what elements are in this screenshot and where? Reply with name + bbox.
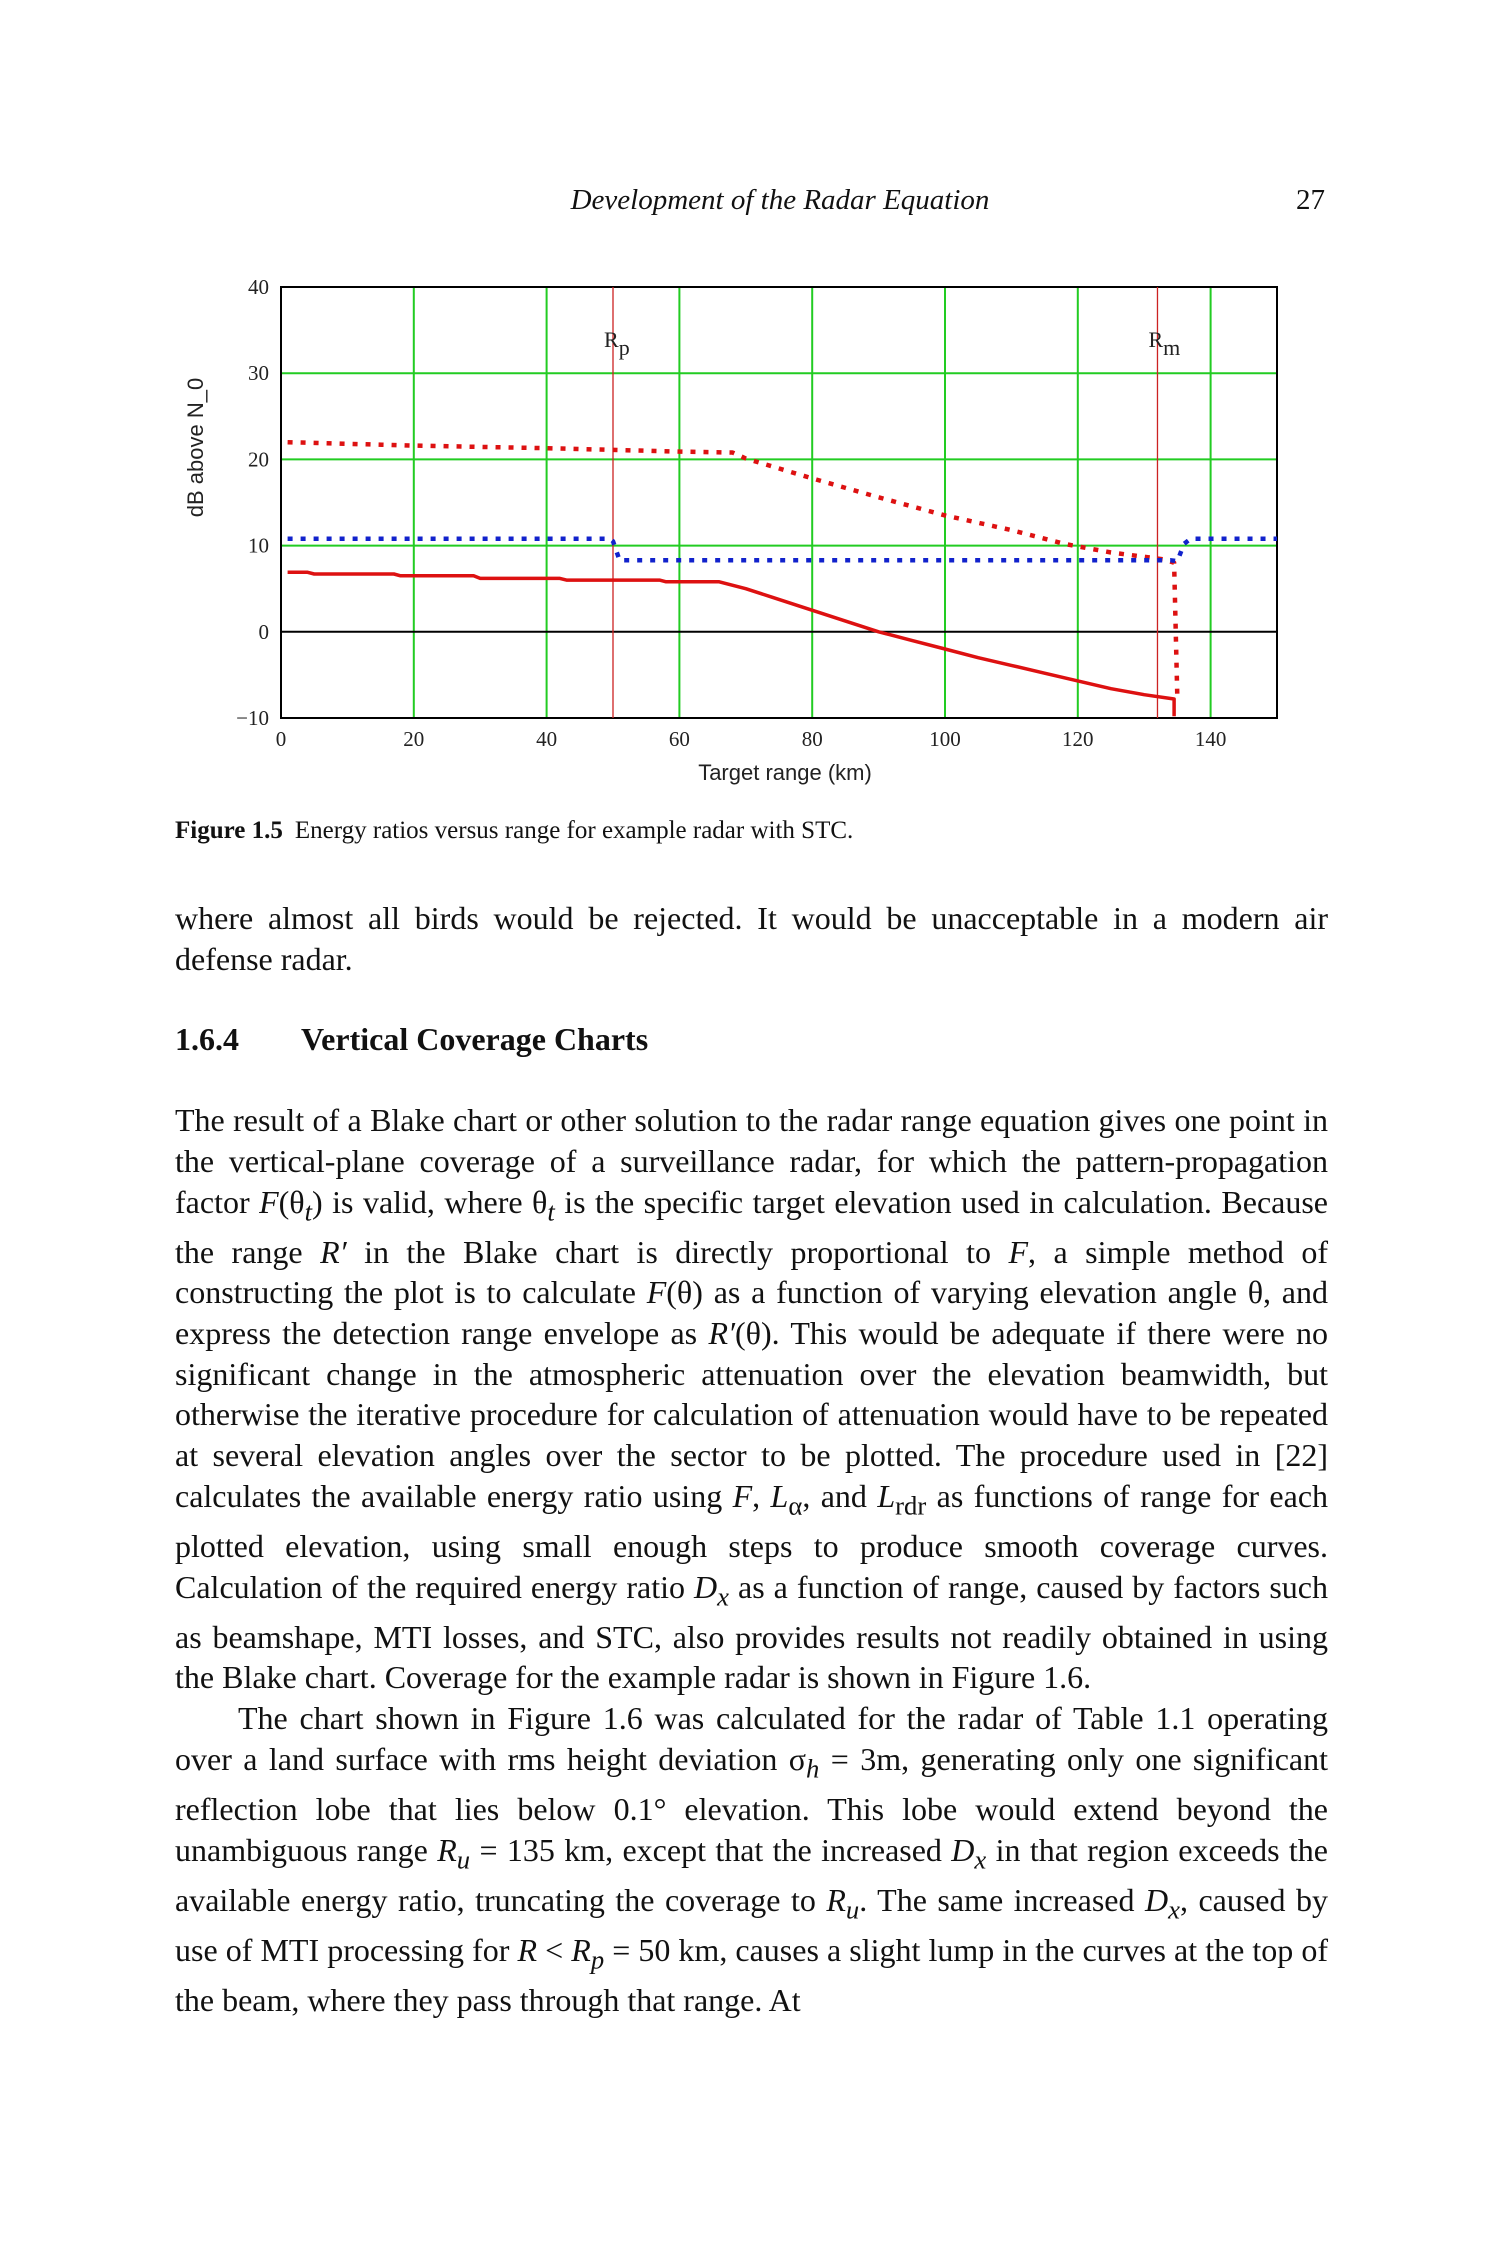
text-run: as a function of range, caused by factors such as beamshape, MTI losses, and STC, also provides results not readily obtained in using the Blake chart. Coverage for the example radar is shown in Figure 1.6.	[175, 1568, 1329, 1696]
chart-svg	[150, 265, 1300, 805]
math-sub-alpha: α	[788, 1490, 803, 1521]
paragraph-3	[175, 1698, 1328, 2020]
math-theta: (θ)	[666, 1274, 703, 1311]
math-sub-x: x	[974, 1844, 987, 1875]
math-R-prime: R′	[320, 1233, 347, 1270]
caption-text: Energy ratios versus range for example radar with STC.	[294, 817, 854, 844]
math-theta: (θ	[278, 1183, 305, 1220]
y-tick-label: 40	[248, 275, 269, 299]
math-R-prime: R′	[708, 1315, 735, 1352]
math-D: D	[951, 1831, 975, 1868]
text-run: The chart shown in Figure 1.6 was calculated for the radar of Table 1.1 operating over a land surface with rms height deviation	[175, 1700, 1328, 1777]
section-heading	[175, 1019, 1328, 1060]
text-run: . This would be adequate if there were no significant change in the atmospheric attenuation over the elevation beamwidth, but otherwise the iterative procedure for calculation of attenuation would have to be repeated at several elevation angles over the sector to be plotted. The procedure used in [22] calculates the available energy ratio using	[175, 1315, 1329, 1514]
math-F: F	[646, 1274, 667, 1311]
x-tick-label: 100	[929, 727, 961, 751]
text-run: is valid, where	[322, 1183, 533, 1220]
page-number: 27	[1296, 184, 1325, 216]
math-R: R	[826, 1881, 846, 1918]
x-tick-label: 40	[536, 727, 558, 751]
text-run: as functions of range for each plotted elevation, using small enough steps to produce smooth coverage curves. Calculation of the required energy ratio	[175, 1477, 1329, 1605]
text-run: in the Blake chart is directly proportional to	[346, 1233, 1009, 1270]
x-tick-label: 120	[1062, 727, 1094, 751]
y-tick-label: 10	[248, 533, 269, 558]
section-number: 1.6.4	[175, 1021, 239, 1058]
marker-label-m: Rm	[1148, 327, 1181, 360]
y-tick-label: −10	[236, 706, 269, 730]
math-sub-t: t	[304, 1195, 313, 1226]
running-head	[175, 184, 1325, 224]
text-run: is the specific target elevation used in calculation. Because the range	[175, 1183, 1329, 1270]
math-F: F	[259, 1183, 279, 1220]
math-paren: )	[312, 1183, 323, 1220]
x-tick-label: 140	[1194, 727, 1227, 751]
math-sub-p: p	[590, 1944, 605, 1975]
body-text	[175, 898, 1328, 2021]
text-run: = 3m, generating only one significant reflection lobe that lies below 0.1° elevation. This lobe would extend beyond the unambiguous range	[175, 1740, 1329, 1868]
math-F: F	[1008, 1233, 1029, 1270]
text-run: = 135 km, except that the increased	[470, 1831, 952, 1868]
text-run: , and	[802, 1477, 878, 1514]
x-tick-label: 60	[668, 727, 690, 751]
x-tick-label: 80	[801, 727, 823, 751]
x-tick-label: 0	[275, 727, 287, 751]
section-title: Vertical Coverage Charts	[301, 1021, 649, 1058]
running-title: Development of the Radar Equation	[570, 184, 990, 216]
x-axis-label: Target range (km)	[698, 760, 872, 785]
x-tick-label: 20	[403, 727, 425, 751]
text-run: The result of a Blake chart or other solution to the radar range equation gives one point in the vertical-plane coverage of a surveillance radar, for which the pattern-propagation factor	[175, 1102, 1328, 1220]
text-run: in that region exceeds the available energy ratio, truncating the coverage to	[175, 1831, 1329, 1918]
text-run: ,	[752, 1477, 771, 1514]
text-run: = 50 km, causes a slight lump in the curves at the top of the beam, where they pass through that range. At	[175, 1931, 1329, 2018]
text-run: <	[537, 1931, 572, 1968]
math-F: F	[732, 1477, 753, 1514]
math-sub-x: x	[717, 1581, 729, 1612]
y-tick-label: 20	[248, 447, 269, 472]
paragraph-2	[175, 1100, 1328, 1698]
math-sub-h: h	[806, 1753, 820, 1784]
math-sub-x: x	[1168, 1894, 1180, 1925]
math-sub-u: u	[456, 1844, 471, 1875]
math-R: R	[517, 1931, 538, 1968]
math-D: D	[1144, 1881, 1169, 1918]
math-D: D	[694, 1568, 718, 1605]
marker-label-p: Rp	[604, 327, 630, 360]
y-tick-label: 30	[248, 361, 269, 386]
y-axis-label: dB above N_0	[183, 377, 208, 518]
math-R: R	[437, 1831, 457, 1868]
paragraph-1: where almost all birds would be rejected. It would be unacceptable in a modern air defense radar.	[175, 900, 1328, 977]
text-run: , a simple method of constructing the plot is to calculate	[175, 1233, 1329, 1311]
text-run: . The same increased	[859, 1881, 1145, 1918]
math-sub-u: u	[845, 1894, 860, 1925]
math-theta: (θ)	[734, 1315, 772, 1352]
plot-frame	[281, 287, 1277, 718]
math-theta: θ	[532, 1183, 548, 1220]
text-run: as a function of varying elevation angle θ, and express the detection range envelope as	[175, 1274, 1329, 1352]
math-R: R	[571, 1931, 591, 1968]
caption-label: Figure 1.5	[175, 817, 283, 844]
figure-1-5-chart	[150, 265, 1300, 805]
math-sigma: σ	[788, 1740, 807, 1777]
text-run: , caused by use of MTI processing for	[175, 1881, 1329, 1968]
series-line-2	[288, 572, 1175, 716]
math-L: L	[877, 1477, 896, 1514]
series-line-1	[288, 539, 1277, 561]
figure-caption	[175, 817, 1325, 845]
math-sub-t: t	[547, 1195, 555, 1226]
math-L: L	[770, 1477, 789, 1514]
series-line-0	[288, 442, 1178, 701]
y-tick-label: 0	[258, 619, 269, 644]
math-sub-rdr: rdr	[895, 1490, 927, 1521]
